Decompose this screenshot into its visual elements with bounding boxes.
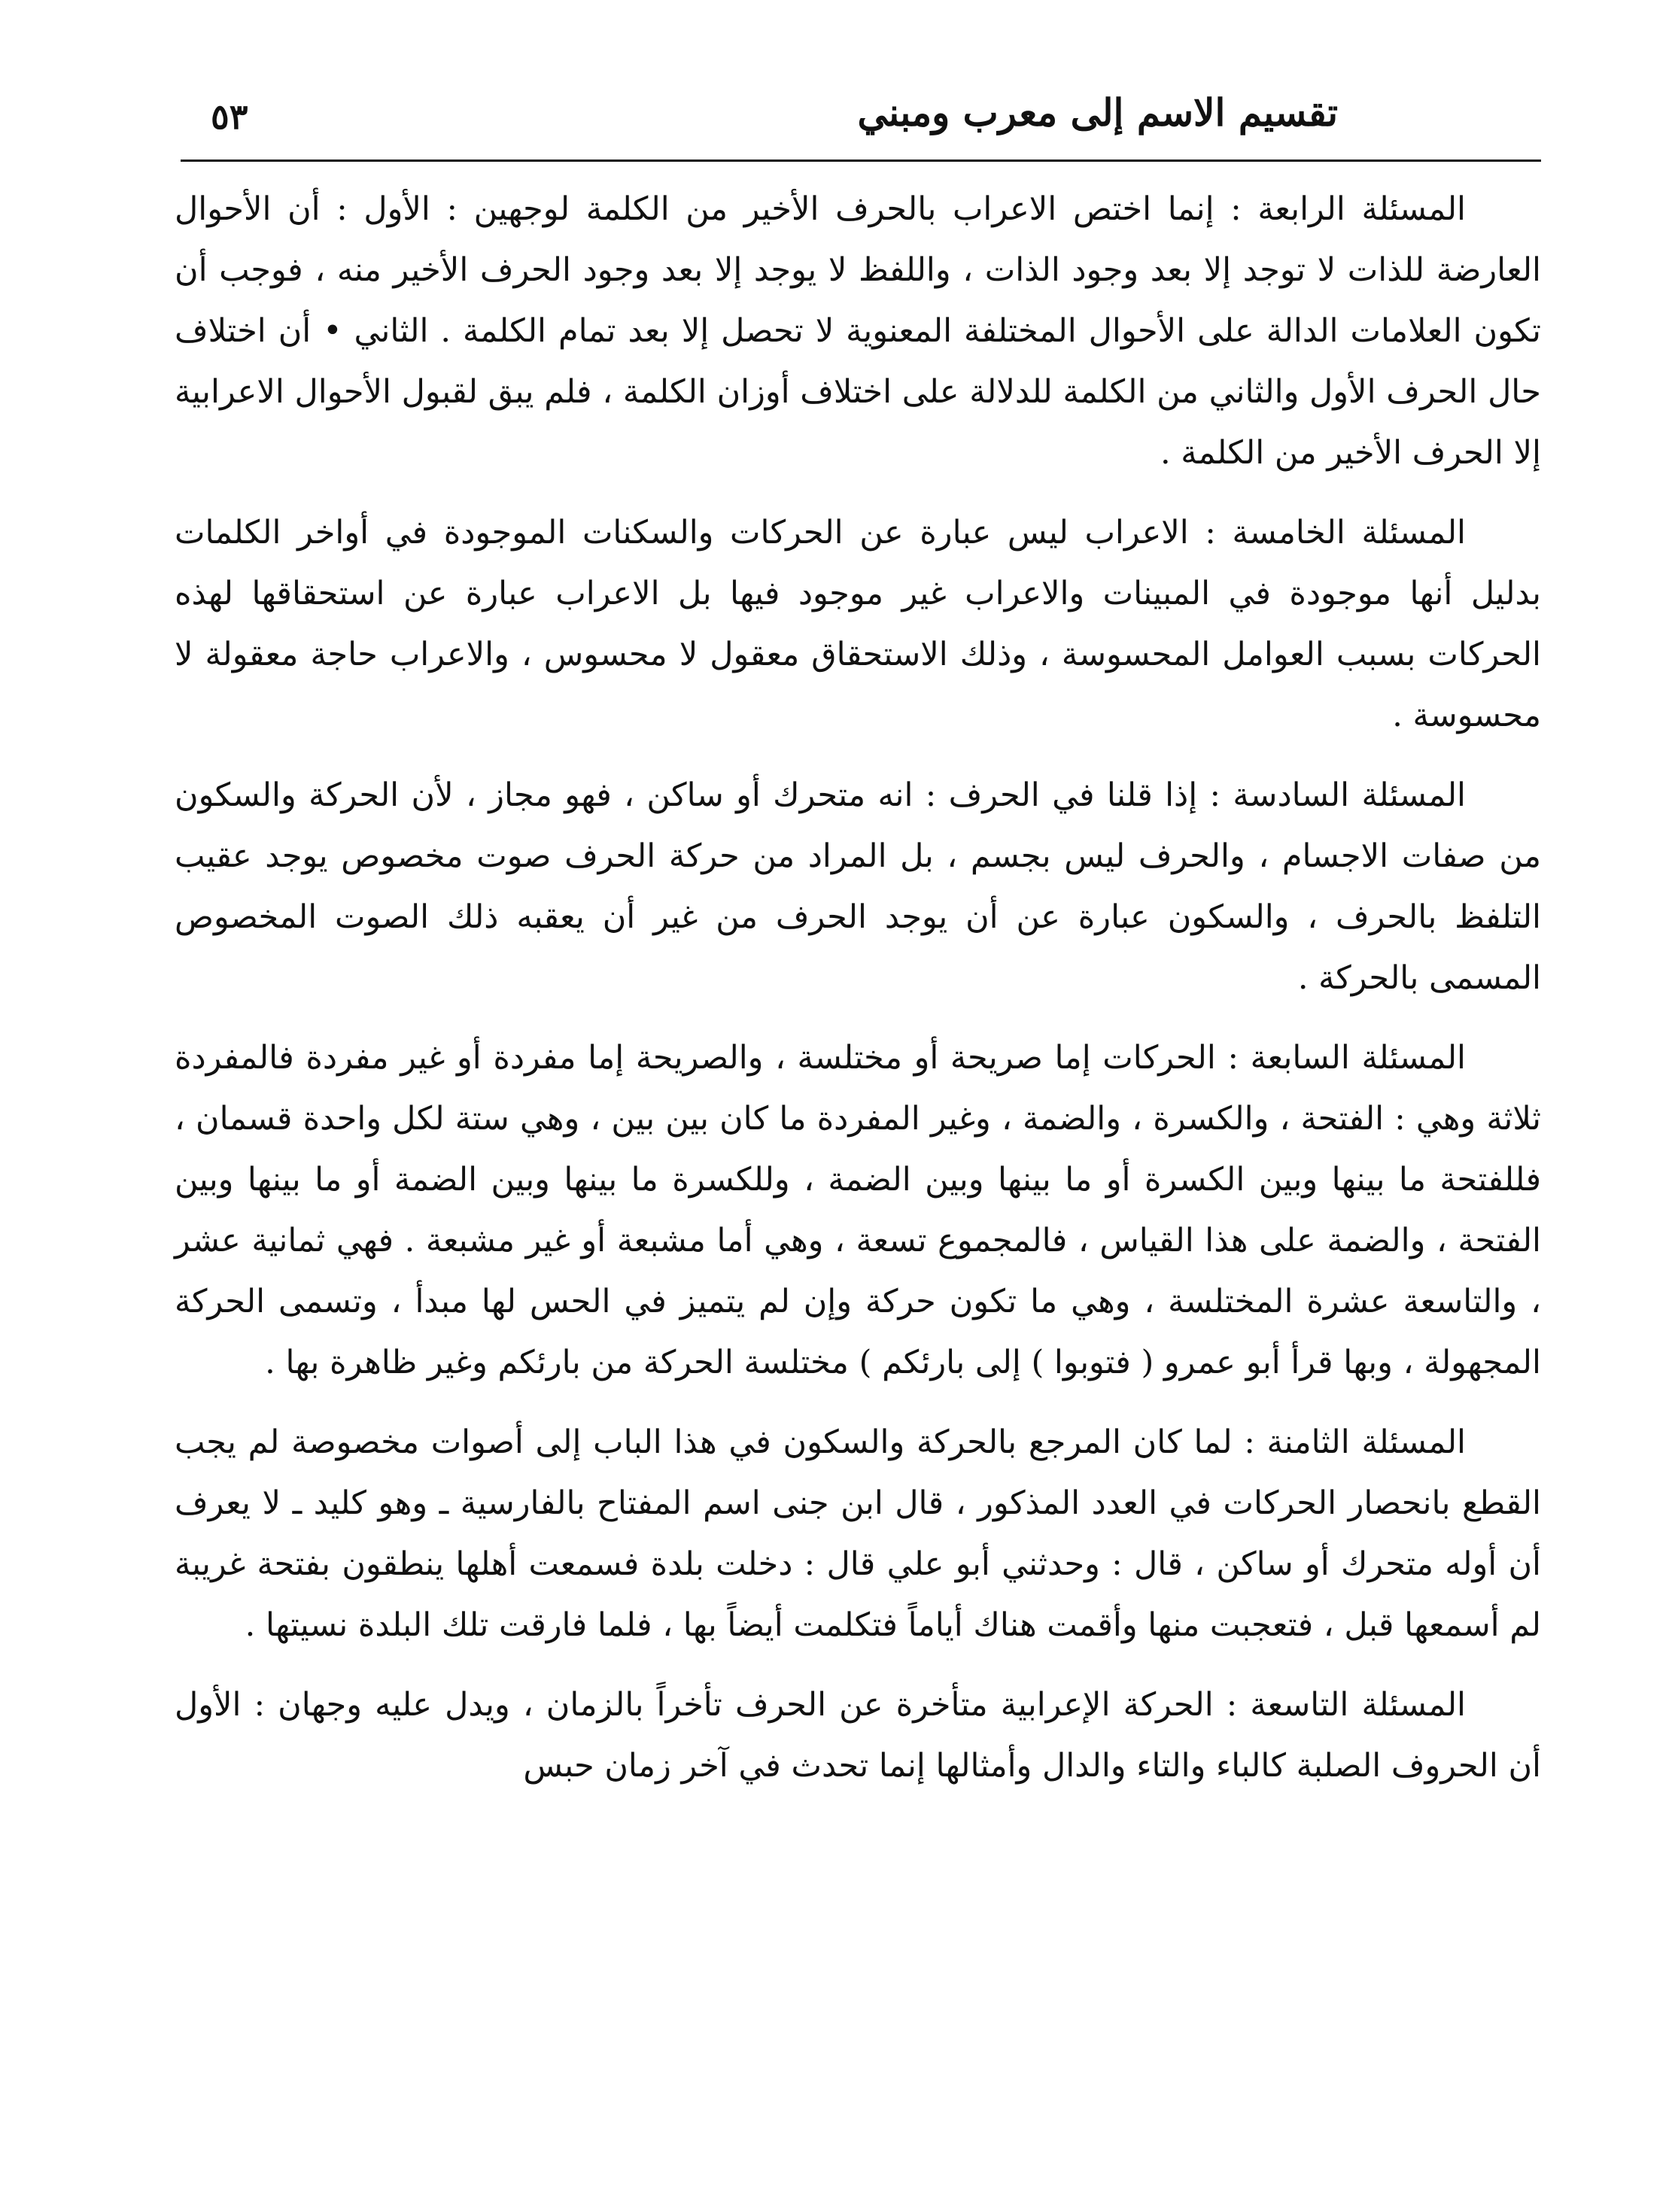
- page-header: [181, 83, 1541, 166]
- body-text: [175, 179, 1541, 1797]
- page-number: ٥٣: [211, 96, 248, 137]
- paragraph-masala-7: المسئلة السابعة : الحركات إما صريحة أو مختلسة ، والصريحة إما مفردة أو غير مفردة فالمفردة ثلاثة وهي : الفتحة ، والكسرة ، والضمة ، وغير المفردة ما كان بين بين ، وهي ستة لكل واحدة قسمان ، فللفتحة ما بينها وبين الكسرة أو ما بينها وبين الضمة ، وللكسرة ما بينها وبين الضمة أو ما بينها وبين الفتحة ، والضمة على هذا القياس ، فالمجموع تسعة ، وهي أما مشبعة أو غير مشبعة . فهي ثمانية عشر ، والتاسعة عشرة المختلسة ، وهي ما تكون حركة وإن لم يتميز في الحس لها مبدأ ، وتسمى الحركة المجهولة ، وبها قرأ أبو عمرو ( فتوبوا ) إلى بارئكم ) مختلسة الحركة من بارئكم وغير ظاهرة بها .: [175, 1039, 1541, 1381]
- paragraph-masala-8: المسئلة الثامنة : لما كان المرجع بالحركة والسكون في هذا الباب إلى أصوات مخصوصة لم يجب القطع بانحصار الحركات في العدد المذكور ، قال ابن جنى اسم المفتاح بالفارسية ـ وهو كليد ـ لا يعرف أن أوله متحرك أو ساكن ، قال : وحدثني أبو علي قال : دخلت بلدة فسمعت أهلها ينطقون بفتحة غريبة لم أسمعها قبل ، فتعجبت منها وأقمت هناك أياماً فتكلمت أيضاً بها ، فلما فارقت تلك البلدة نسيتها .: [175, 1424, 1541, 1644]
- paragraph-masala-6: المسئلة السادسة : إذا قلنا في الحرف : انه متحرك أو ساكن ، فهو مجاز ، لأن الحركة والسكون من صفات الاجسام ، والحرف ليس بجسم ، بل المراد من حركة الحرف صوت مخصوص يوجد عقيب التلفظ بالحرف ، والسكون عبارة عن أن يوجد الحرف من غير أن يعقبه ذلك الصوت المخصوص المسمى بالحركة .: [175, 776, 1541, 997]
- paragraph-masala-5: المسئلة الخامسة : الاعراب ليس عبارة عن الحركات والسكنات الموجودة في أواخر الكلمات بدليل أنها موجودة في المبينات والاعراب غير موجود فيها بل الاعراب عبارة عن استحقاقها لهذه الحركات بسبب العوامل المحسوسة ، وذلك الاستحقاق معقول لا محسوس ، والاعراب حاجة معقولة لا محسوسة .: [175, 514, 1541, 734]
- running-title: تقسيم الاسم إلى معرب ومبني: [857, 90, 1338, 135]
- paragraph-masala-4: المسئلة الرابعة : إنما اختص الاعراب بالحرف الأخير من الكلمة لوجهين : الأول : أن الأحوال العارضة للذات لا توجد إلا بعد وجود الذات ، واللفظ لا يوجد إلا بعد وجود الحرف الأخير منه ، فوجب أن تكون العلامات الدالة على الأحوال المختلفة المعنوية لا تحصل إلا بعد تمام الكلمة . الثاني • أن اختلاف حال الحرف الأول والثاني من الكلمة للدلالة على اختلاف أوزان الكلمة ، فلم يبق لقبول الأحوال الاعرابية إلا الحرف الأخير من الكلمة .: [175, 190, 1541, 472]
- header-rule: [181, 160, 1541, 162]
- paragraph-masala-9: المسئلة التاسعة : الحركة الإعرابية متأخرة عن الحرف تأخراً بالزمان ، ويدل عليه وجهان : الأول أن الحروف الصلبة كالباء والتاء والدال وأمثالها إنما تحدث في آخر زمان حبس: [175, 1686, 1541, 1785]
